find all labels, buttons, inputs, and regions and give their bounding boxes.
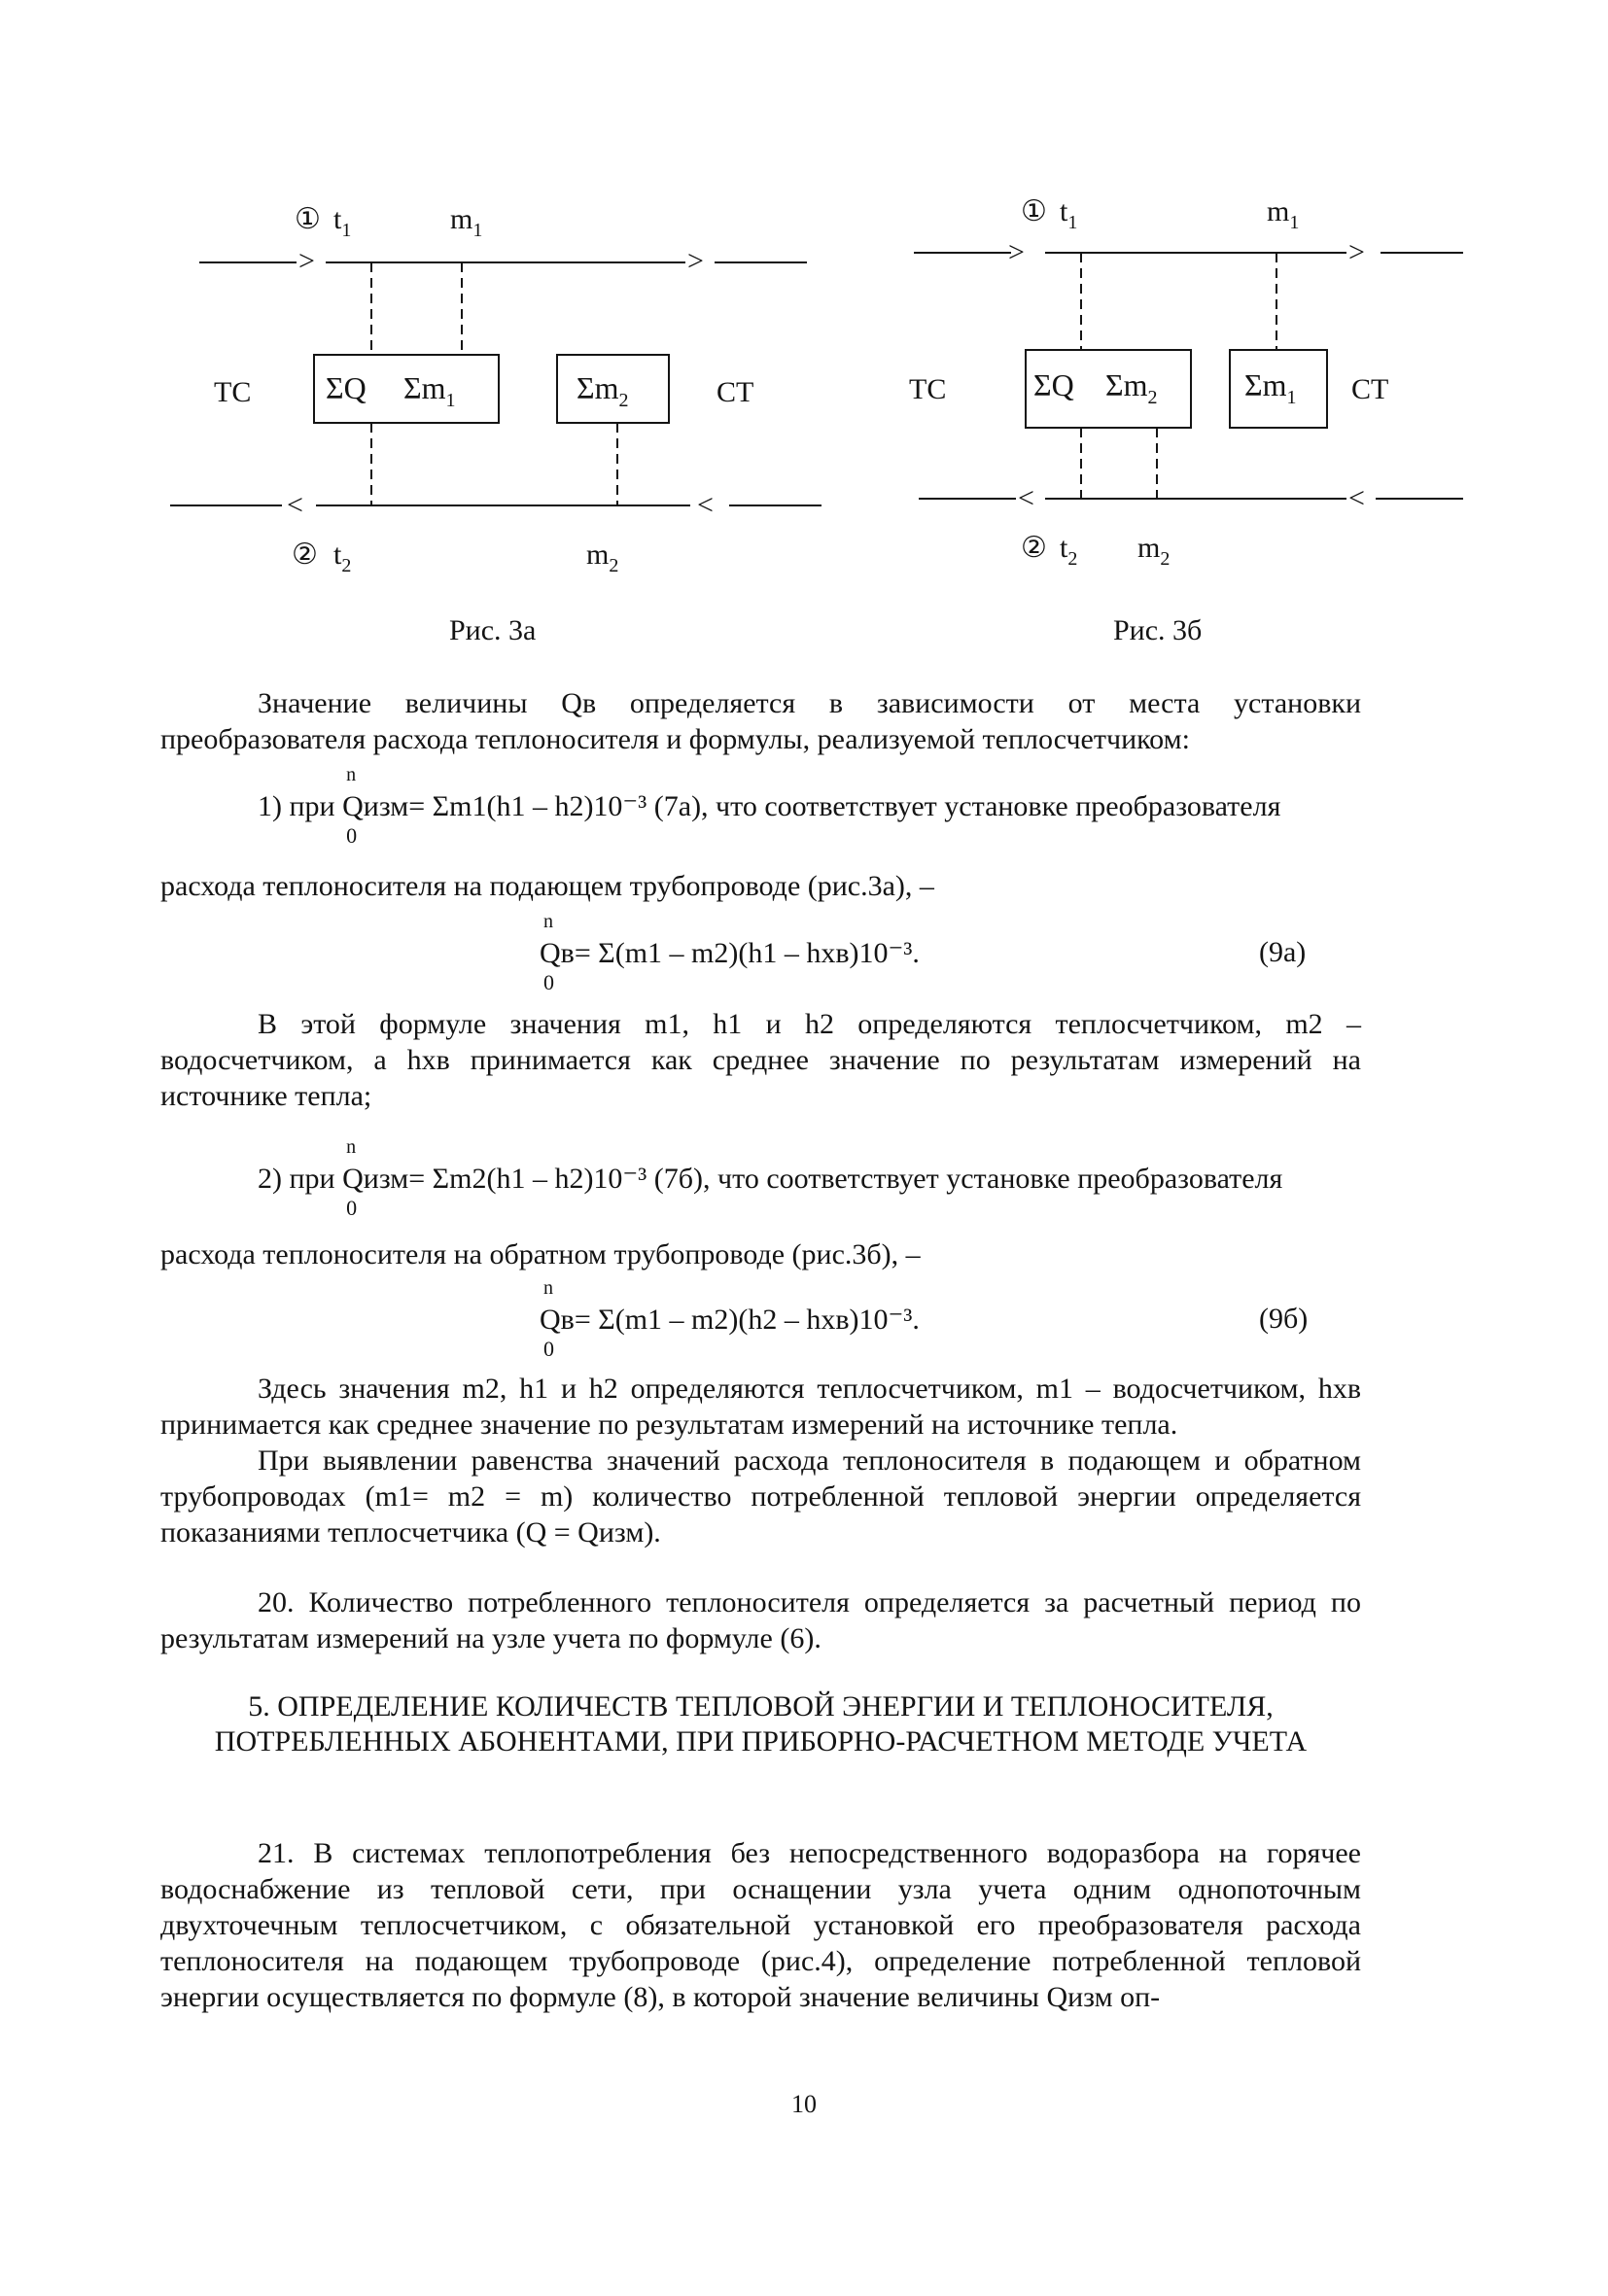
m2-label: $m_2$ [1137,532,1171,570]
t2-label: $t_2$ [333,539,352,576]
sum-q-label: ΣQ [1033,367,1074,402]
sum-m-label: $\Sigma m_1$ [403,370,456,411]
supply-arrow-head: > [1008,236,1025,268]
case-2-formula-text: Qизм= Σm2(h1 – h2)10⁻³ [342,1163,647,1195]
intro-paragraph: Значение величины Qв определяется в зависимости от места установки преобразователя расхода теплоносителя и формулы, реализуемой теплосчетчиком: [160,687,1361,755]
t1-label: $t_1$ [1060,195,1078,233]
formula-9a [540,911,920,994]
sum-upper-limit: n [543,911,553,932]
t1-label: $t_1$ [333,203,352,241]
formula-9a-text: Qв= Σ(m1 – m2)(h1 – hхв)10⁻³. [540,937,920,969]
case-1-continuation: расхода теплоносителя на подающем трубопроводе (рис.3а), – [160,870,934,902]
m1-label: $m_1$ [1267,195,1300,233]
sum-lower-limit: 0 [346,1196,358,1220]
formula-9b-text: Qв= Σ(m1 – m2)(h2 – hхв)10⁻³. [540,1304,920,1336]
point-1-marker: ① [1021,195,1047,227]
sum-upper-limit: n [346,764,357,785]
point-2-marker: ② [292,539,318,571]
sum-m-label: $\Sigma m_2$ [577,370,629,411]
return-arrow-head: < [1348,482,1365,514]
sum-lower-limit: 0 [543,970,554,994]
ct-label: СТ [717,376,754,408]
return-arrow-head: < [1018,482,1034,514]
item-21: 21. В системах теплопотребления без непосредственного водоразбора на горячее водоснабжение из тепловой сети, при оснащении узла учета одним однопоточным двухточечным теплосчетчиком, с обязательной установкой его преобразователя расхода теплоносителя на подающем трубопроводе (рис.4), определение потребленной тепловой энергии осуществляется по формуле (8), в которой значение величины Qизм оп- [160,1837,1361,2013]
sum-m-label: $\Sigma m_2$ [1105,367,1158,408]
sum-upper-limit: n [543,1277,553,1299]
tc-label: ТС [214,376,252,408]
sum-lower-limit: 0 [543,1337,554,1361]
supply-arrow-head: > [1348,236,1365,268]
point-1-marker: ① [295,203,321,235]
t2-label: $t_2$ [1060,532,1078,570]
case-1-line [258,764,1281,848]
figure-3b-caption: Рис. 3б [1113,614,1203,646]
section-5-heading: 5. ОПРЕДЕЛЕНИЕ КОЛИЧЕСТВ ТЕПЛОВОЙ ЭНЕРГИИ И ТЕПЛОНОСИТЕЛЯ, ПОТРЕБЛЕННЫХ АБОНЕНТАМИ, ПРИ ПРИБОРНО-РАСЧЕТНОМ МЕТОДЕ УЧЕТА [214,1690,1308,1757]
sum-upper-limit: n [346,1136,357,1158]
case-1-formula [342,764,647,848]
supply-arrow-head: > [298,245,315,277]
explanation-9a: В этой формуле значения m1, h1 и h2 определяются теплосчетчиком, m2 – водосчетчиком, а hхв принимается как среднее значение по результатам измерений на источнике тепла; [160,1008,1361,1112]
formula-9a-body [540,911,920,994]
formula-9b-body [540,1277,920,1361]
case-2-suffix: (7б), что соответствует установке преобразователя [653,1163,1283,1195]
m1-label: $m_1$ [450,203,483,241]
equation-number-9a: (9а) [1259,936,1307,968]
case-2-line [258,1136,1283,1220]
m2-label: $m_2$ [586,539,619,576]
return-arrow-head: < [697,489,714,521]
case-2-prefix: 2) при [258,1163,335,1195]
case-2-continuation: расхода теплоносителя на обратном трубопроводе (рис.3б), – [160,1238,921,1270]
equation-number-9b: (9б) [1259,1303,1309,1335]
formula-9b [540,1277,920,1361]
case-1-suffix: (7а), что соответствует установке преобразователя [653,790,1281,822]
figure-3a [170,190,831,578]
equal-flow-paragraph: При выявлении равенства значений расхода теплоносителя в подающем и обратном трубопроводах (m1= m2 = m) количество потребленной тепловой энергии определяется показаниями теплосчетчика (Q = Qизм). [160,1444,1361,1548]
sum-q-label: ΣQ [326,370,367,405]
case-2-formula [342,1136,647,1220]
tc-label: ТС [909,373,947,405]
sum-lower-limit: 0 [346,823,358,848]
sum-m-label: $\Sigma m_1$ [1244,367,1297,408]
case-1-prefix: 1) при [258,790,335,822]
explanation-9b: Здесь значения m2, h1 и h2 определяются теплосчетчиком, m1 – водосчетчиком, hхв принимается как среднее значение по результатам измерений на источнике тепла. [160,1373,1361,1441]
supply-arrow-head: > [687,245,704,277]
case-1-formula-text: Qизм= Σm1(h1 – h2)10⁻³ [342,790,647,822]
item-20: 20. Количество потребленного теплоносителя определяется за расчетный период по результатам измерений на узле учета по формуле (6). [160,1586,1361,1654]
figure-3b [899,190,1473,578]
return-arrow-head: < [287,489,303,521]
ct-label: СТ [1351,373,1389,405]
point-2-marker: ② [1021,532,1047,564]
figure-3a-caption: Рис. 3а [449,614,537,646]
page-number: 10 [791,2090,817,2118]
